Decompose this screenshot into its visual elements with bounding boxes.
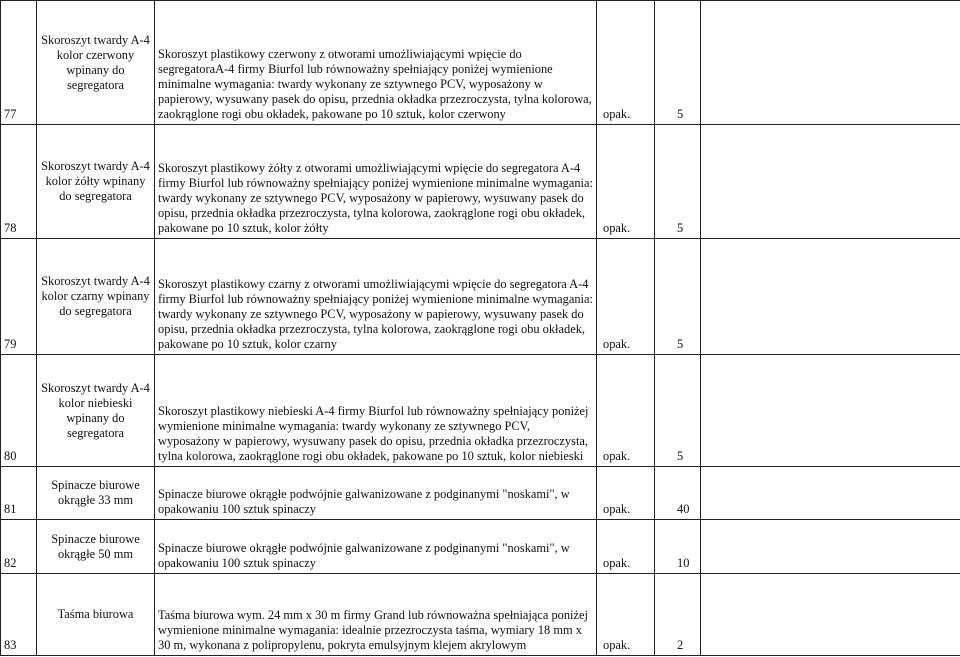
item-unit: opak. [597,520,655,574]
item-name: Spinacze biurowe okrągłe 50 mm [37,520,155,574]
table-row [1,355,960,467]
item-description: Spinacze biurowe okrągłe podwójnie galwanizowane z podginanymi "noskami", w opakowaniu 100 sztuk spinaczy [155,520,597,574]
table-row [1,520,960,574]
item-description: Taśma biurowa wym. 24 mm x 30 m firmy Grand lub równoważna spełniająca poniżej wymienione minimalne wymagania: idealnie przezroczysta taśma, wymiary 18 mm x 30 m, wykonana z polipropylenu, pokryta emulsyjnym klejem akrylowym [155,574,597,656]
table-row [1,125,960,239]
item-description: Skoroszyt plastikowy czarny z otworami umożliwiającymi wpięcie do segregatora A-4 firmy Biurfol lub równoważny spełniający poniżej wymienione minimalne wymagania: twardy wykonany ze sztywnego PCV, wyposażony w papierowy, wysuwany pasek do opisu, przednia okładka przezroczysta, tylna kolorowa, zaokrąglone rogi obu okładek, pakowane po 10 sztuk, kolor czarny [155,239,597,355]
item-description: Skoroszyt plastikowy żółty z otworami umożliwiającymi wpięcie do segregatora A-4 firmy Biurfol lub równoważny spełniający poniżej wymienione minimalne wymagania: twardy wykonany ze sztywnego PCV, wyposażony w papierowy, wysuwany pasek do opisu, przednia okładka przezroczysta, tylna kolorowa, zaokrąglone rogi obu okładek, pakowane po 10 sztuk, kolor żółty [155,125,597,239]
row-number: 83 [1,574,37,656]
empty-cell [701,574,960,656]
empty-cell [701,467,960,520]
item-unit: opak. [597,574,655,656]
empty-cell [701,520,960,574]
item-quantity: 5 [655,1,701,125]
table-row [1,1,960,125]
item-name: Taśma biurowa [37,574,155,656]
table-row [1,574,960,656]
row-number: 78 [1,125,37,239]
item-quantity: 10 [655,520,701,574]
item-unit: opak. [597,355,655,467]
row-number: 82 [1,520,37,574]
item-quantity: 5 [655,239,701,355]
item-name: Skoroszyt twardy A-4 kolor czarny wpinany do segregatora [37,239,155,355]
item-unit: opak. [597,239,655,355]
item-unit: opak. [597,125,655,239]
table-row [1,239,960,355]
item-name: Skoroszyt twardy A-4 kolor żółty wpinany do segregatora [37,125,155,239]
item-description: Skoroszyt plastikowy czerwony z otworami umożliwiającymi wpięcie do segregatoraA-4 firmy Biurfol lub równoważny spełniający poniżej wymienione minimalne wymagania: twardy wykonany ze sztywnego PCV, wyposażony w papierowy, wysuwany pasek do opisu, przednia okładka przezroczysta, tylna kolorowa, zaokrąglone rogi obu okładek, pakowane po 10 sztuk, kolor czerwony [155,1,597,125]
item-name: Skoroszyt twardy A-4 kolor czerwony wpinany do segregatora [37,1,155,125]
row-number: 79 [1,239,37,355]
item-quantity: 2 [655,574,701,656]
item-name: Spinacze biurowe okrągłe 33 mm [37,467,155,520]
item-unit: opak. [597,1,655,125]
empty-cell [701,239,960,355]
empty-cell [701,355,960,467]
row-number: 77 [1,1,37,125]
item-quantity: 5 [655,355,701,467]
row-number: 80 [1,355,37,467]
item-quantity: 40 [655,467,701,520]
item-description: Spinacze biurowe okrągłe podwójnie galwanizowane z podginanymi "noskami", w opakowaniu 100 sztuk spinaczy [155,467,597,520]
item-name: Skoroszyt twardy A-4 kolor niebieski wpinany do segregatora [37,355,155,467]
empty-cell [701,1,960,125]
table-row [1,467,960,520]
empty-cell [701,125,960,239]
item-quantity: 5 [655,125,701,239]
item-description: Skoroszyt plastikowy niebieski A-4 firmy Biurfol lub równoważny spełniający poniżej wymienione minimalne wymagania: twardy wykonany ze sztywnego PCV, wyposażony w papierowy, wysuwany pasek do opisu, przednia okładka przezroczysta, tylna kolorowa, zaokrąglone rogi obu okładek, pakowane po 10 sztuk, kolor niebieski [155,355,597,467]
row-number: 81 [1,467,37,520]
item-unit: opak. [597,467,655,520]
